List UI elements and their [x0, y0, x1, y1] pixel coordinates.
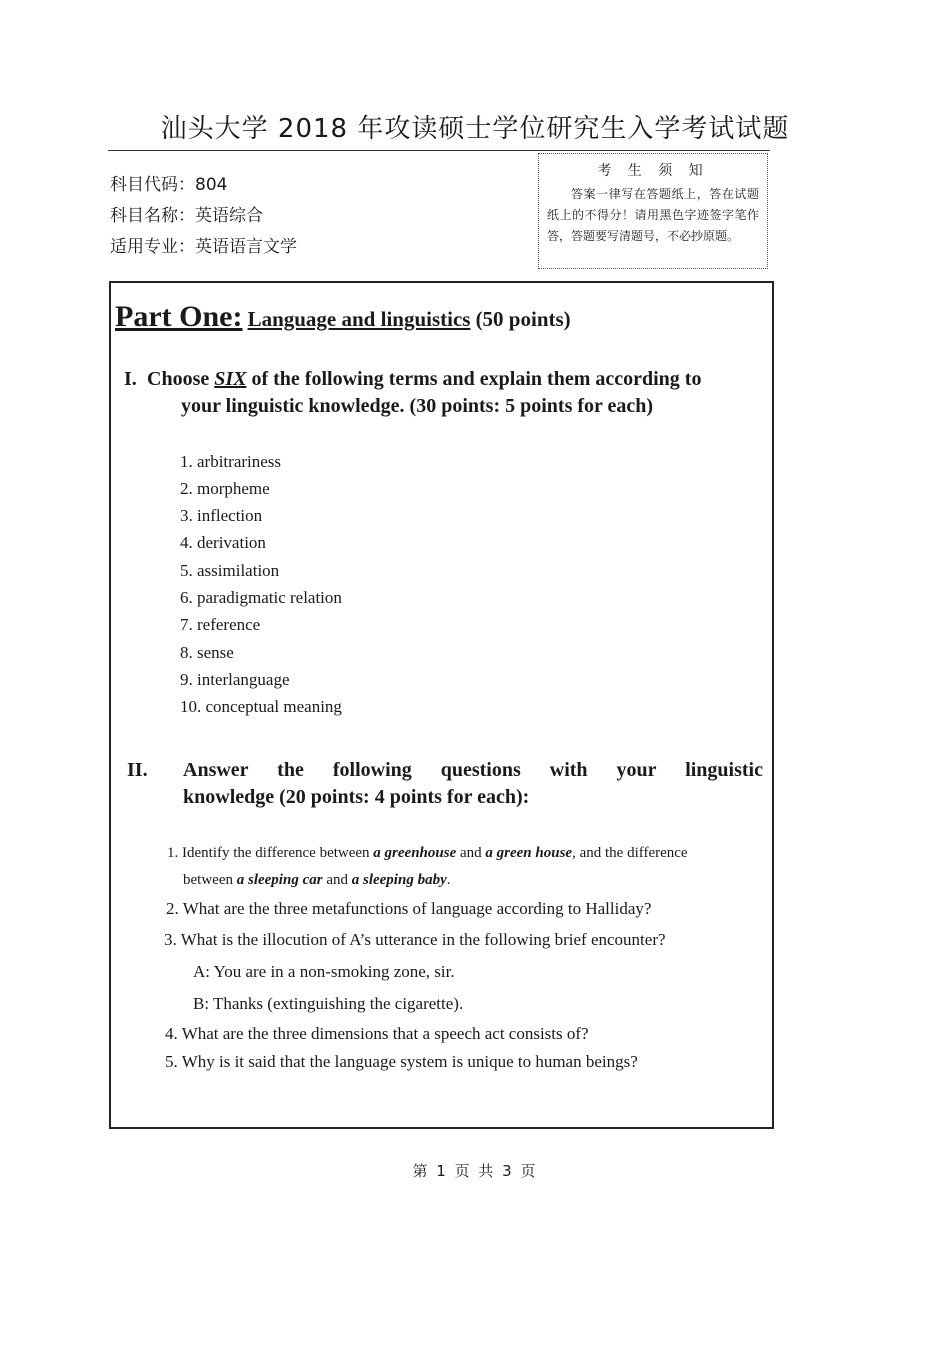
section2-numeral: II. [127, 759, 148, 781]
exam-title: 汕头大学 2018 年攻读硕士学位研究生入学考试试题 [160, 114, 790, 144]
candidate-notice-box [538, 153, 768, 269]
major-label: 适用专业： [110, 237, 195, 257]
page-number: 第 1 页 共 3 页 [412, 1162, 538, 1180]
major-row [110, 232, 297, 257]
section1-numeral: I. [124, 368, 137, 390]
question-2: 2. What are the three metafunctions of language according to Halliday? [166, 899, 652, 918]
part-label: Part One: [115, 300, 243, 333]
section2-line1: Answer the following questions with your linguistic [183, 759, 763, 781]
term-item: 5. assimilation [180, 561, 280, 580]
part-one-heading [115, 300, 571, 334]
q1-term-greenhouse: a greenhouse [373, 845, 457, 861]
subject-name-value: 英语综合 [195, 206, 263, 226]
section1-line2: your linguistic knowledge. (30 points: 5 points for each) [181, 395, 654, 417]
term-item: 2. morpheme [180, 479, 270, 498]
q1-term-sleeping-baby: a sleeping baby [351, 872, 447, 888]
title-divider [108, 150, 770, 151]
subject-name-row [110, 201, 263, 226]
q1-text-a: 1. Identify the difference between [167, 845, 370, 861]
question-3-dialogue-b: B: Thanks (extinguishing the cigarette). [193, 994, 464, 1013]
section2-line2: knowledge (20 points: 4 points for each): [183, 786, 530, 808]
section1-line1 [147, 368, 701, 391]
section1-line1-a: Choose [147, 368, 210, 390]
term-item: 6. paradigmatic relation [180, 588, 342, 607]
subject-code-row [110, 170, 227, 195]
term-item: 1. arbitrariness [180, 452, 282, 471]
q1-term-green-house: a green house [485, 845, 573, 861]
q1-text-j: . [446, 872, 451, 888]
part-points: (50 points) [475, 307, 571, 331]
term-item: 10. conceptual meaning [180, 697, 342, 716]
section1-line1-c: of the following terms and explain them according to [251, 368, 702, 390]
major-value: 英语语言文学 [195, 237, 297, 257]
notice-body: 答案一律写在答题纸上，答在试题纸上的不得分！请用黑色字迹签字笔作答，答题要写清题号，不必抄原题。 [547, 187, 759, 243]
question-4: 4. What are the three dimensions that a speech act consists of? [165, 1024, 589, 1043]
question-3: 3. What is the illocution of A’s utterance in the following brief encounter? [164, 930, 666, 949]
section1-six: SIX [214, 368, 247, 390]
question-3-dialogue-a: A: You are in a non-smoking zone, sir. [193, 962, 455, 981]
notice-title: 考 生 须 知 [597, 163, 709, 179]
q1-text-c: and [459, 845, 482, 861]
term-item: 8. sense [180, 643, 234, 662]
term-item: 7. reference [180, 615, 261, 634]
question-1-line1 [167, 845, 688, 862]
q1-term-sleeping-car: a sleeping car [236, 872, 323, 888]
term-item: 3. inflection [180, 506, 263, 525]
q1-text-f: between [183, 872, 233, 888]
part-title: Language and linguistics [247, 307, 471, 331]
q1-text-e: , and the difference [572, 845, 688, 861]
question-1-line2 [183, 872, 450, 889]
subject-code-value: 804 [195, 175, 228, 195]
question-5: 5. Why is it said that the language system is unique to human beings? [165, 1052, 638, 1071]
subject-code-label: 科目代码： [110, 175, 195, 195]
subject-name-label: 科目名称： [110, 206, 195, 226]
term-item: 4. derivation [180, 533, 266, 552]
term-item: 9. interlanguage [180, 670, 290, 689]
q1-text-h: and [326, 872, 348, 888]
